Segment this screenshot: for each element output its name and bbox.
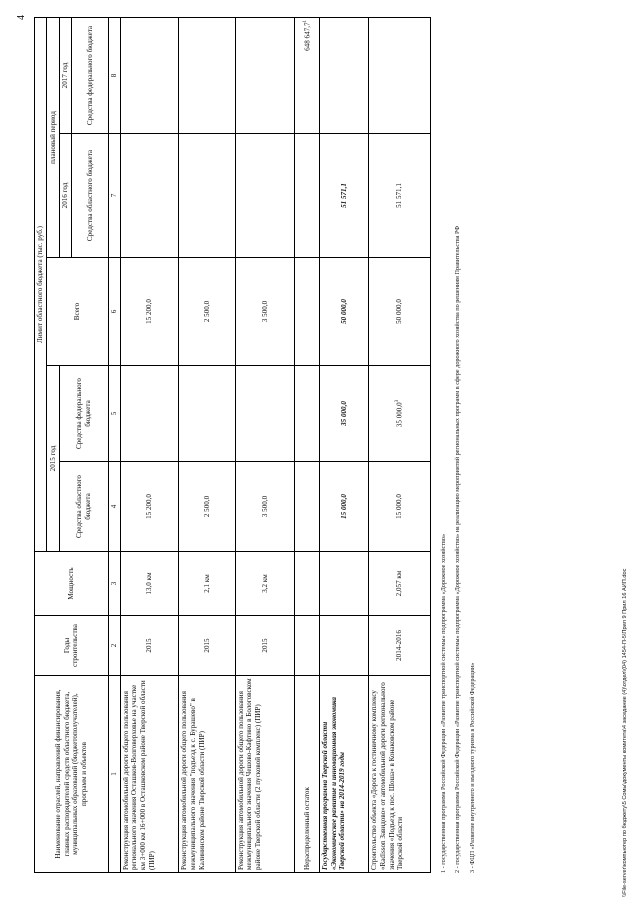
header-limit: Лимит областного бюджета (тыс. руб.) bbox=[35, 17, 47, 551]
table-row bbox=[179, 17, 235, 872]
row-capacity: 2,057 км bbox=[369, 552, 431, 616]
row-regional-2016: 51 571,1 bbox=[320, 134, 369, 258]
header-year-2016: 2016 год bbox=[59, 134, 71, 258]
row-name: Нераспределенный остаток bbox=[295, 676, 320, 873]
row-regional-2016 bbox=[120, 134, 179, 258]
row-federal-2015 bbox=[235, 366, 295, 462]
row-capacity: 2,1 км bbox=[179, 552, 235, 616]
header-name: Наименование отраслей, направлений финансирования, главных распорядителей средств областного бюджета, муниципальных образований (бюджетополучателей), программ и объектов bbox=[35, 676, 109, 873]
row-federal-2015: 35 000,0 bbox=[320, 366, 369, 462]
row-name: Государственная программа Тверской области «Экономическое развитие и инновационная экономика Тверской области» на 2014-2019 годы bbox=[320, 676, 369, 873]
table-row bbox=[369, 17, 431, 872]
row-name: Реконструкция автомобильной дороги общего пользования регионального значения Осташков-Волговерховье на участке км 3+000 км 16+000 в Осташковском районе Тверской области (ПИР) bbox=[120, 676, 179, 873]
column-index: 8 bbox=[108, 17, 120, 133]
row-total: 15 200,0 bbox=[120, 258, 179, 366]
federal-value: 35 000,0 bbox=[395, 402, 404, 428]
row-total: 50 000,0 bbox=[369, 258, 431, 366]
column-index: 6 bbox=[108, 258, 120, 366]
header-2015-federal: Средства федерального бюджета bbox=[59, 366, 108, 462]
footnotes bbox=[440, 13, 483, 873]
row-federal-2015 bbox=[369, 366, 431, 462]
row-federal-2017 bbox=[179, 17, 235, 133]
row-regional-2015 bbox=[295, 462, 320, 552]
row-federal-2015 bbox=[295, 366, 320, 462]
file-path-footer: \\File-server\компьютер по бюджету\5 Сомы\документы комитета\4 заседание (4)\отдел\(04) 1454-П-5\Прил 9 Прил 16 АИП.doc bbox=[622, 568, 628, 897]
row-regional-2016 bbox=[295, 134, 320, 258]
row-federal-2017 bbox=[369, 17, 431, 133]
header-year-2017: 2017 год bbox=[59, 17, 71, 133]
row-total bbox=[295, 258, 320, 366]
header-total: Всего bbox=[47, 258, 109, 366]
row-federal-2017 bbox=[320, 17, 369, 133]
header-capacity: Мощность bbox=[35, 552, 109, 616]
footnote: 2 - государственная программа Российской Федерации «Развитие транспортной системы» подпрограмма «Дорожное хозяйство» на реализацию мероприятий региональных программ в сфере дорожного хозяйства по решениям Правительства РФ bbox=[454, 225, 462, 873]
row-federal-2017 bbox=[235, 17, 295, 133]
row-regional-2015: 3 500,0 bbox=[235, 462, 295, 552]
row-federal-2017 bbox=[120, 17, 179, 133]
row-name: Реконструкция автомобильной дороги общего пользования межмуниципального значения "подъезд к с. Бурашево" в Калининском районе Тверской области (ПИР) bbox=[179, 676, 235, 873]
row-capacity: 3,2 км bbox=[235, 552, 295, 616]
row-capacity bbox=[295, 552, 320, 616]
column-index: 1 bbox=[108, 676, 120, 873]
column-index: 3 bbox=[108, 552, 120, 616]
unallocated-value: 648 647,7 bbox=[303, 22, 312, 51]
row-regional-2016 bbox=[235, 134, 295, 258]
table-row bbox=[235, 17, 295, 872]
budget-table bbox=[34, 17, 431, 873]
header-years: Годы строительства bbox=[35, 616, 109, 676]
header-2015-regional: Средства областного бюджета bbox=[59, 462, 108, 552]
row-regional-2015: 15 200,0 bbox=[120, 462, 179, 552]
header-2016-regional: Средства областного бюджета bbox=[71, 134, 108, 258]
table-row bbox=[295, 17, 320, 872]
footnote-mark: 3 bbox=[395, 399, 401, 403]
column-index: 2 bbox=[108, 616, 120, 676]
header-year-2015: 2015 год bbox=[47, 366, 59, 552]
row-regional-2015: 2 500,0 bbox=[179, 462, 235, 552]
row-years bbox=[295, 616, 320, 676]
row-years: 2015 bbox=[235, 616, 295, 676]
footnote-mark: 1 bbox=[302, 19, 308, 23]
row-federal-2015 bbox=[179, 366, 235, 462]
row-total: 2 500,0 bbox=[179, 258, 235, 366]
row-regional-2016: 51 571,1 bbox=[369, 134, 431, 258]
header-planning-period: плановый период bbox=[47, 17, 59, 257]
row-name: Реконструкция автомобильной дороги общего пользования межмуниципального значения Чешово-Кафтино в Бологовском районе Тверской области (2 пусковой комплекс) (ПИР) bbox=[235, 676, 295, 873]
column-index: 4 bbox=[108, 462, 120, 552]
row-total: 3 500,0 bbox=[235, 258, 295, 366]
row-years: 2015 bbox=[120, 616, 179, 676]
footnote: 3 - ФЦП «Развитие внутреннего и въездного туризма в Российской Федерации» bbox=[468, 662, 476, 873]
row-name: Строительство объекта «Дорога к гостиничному комплексу «Radisson Завидово» от автомобильной дороги регионального значения «Подъезд к пос. Шоша» в Конаковском районе Тверской области bbox=[369, 676, 431, 873]
table-row bbox=[320, 17, 369, 872]
footnote: 1 - государственная программа Российской Федерации «Развитие транспортной системы» подпрограмма «Дорожное хозяйство» bbox=[440, 533, 447, 873]
row-regional-2015: 15 000,0 bbox=[369, 462, 431, 552]
row-years bbox=[320, 616, 369, 676]
page-number: 4 bbox=[16, 15, 27, 20]
table-row bbox=[120, 17, 179, 872]
row-total: 50 000,0 bbox=[320, 258, 369, 366]
row-federal-2015 bbox=[120, 366, 179, 462]
row-regional-2015: 15 000,0 bbox=[320, 462, 369, 552]
column-index: 7 bbox=[108, 134, 120, 258]
row-years: 2014-2016 bbox=[369, 616, 431, 676]
column-index: 5 bbox=[108, 366, 120, 462]
header-2017-federal: Средства федерального бюджета bbox=[71, 17, 108, 133]
row-regional-2016 bbox=[179, 134, 235, 258]
row-federal-2017 bbox=[295, 17, 320, 133]
row-capacity bbox=[320, 552, 369, 616]
row-years: 2015 bbox=[179, 616, 235, 676]
row-capacity: 13,0 км bbox=[120, 552, 179, 616]
